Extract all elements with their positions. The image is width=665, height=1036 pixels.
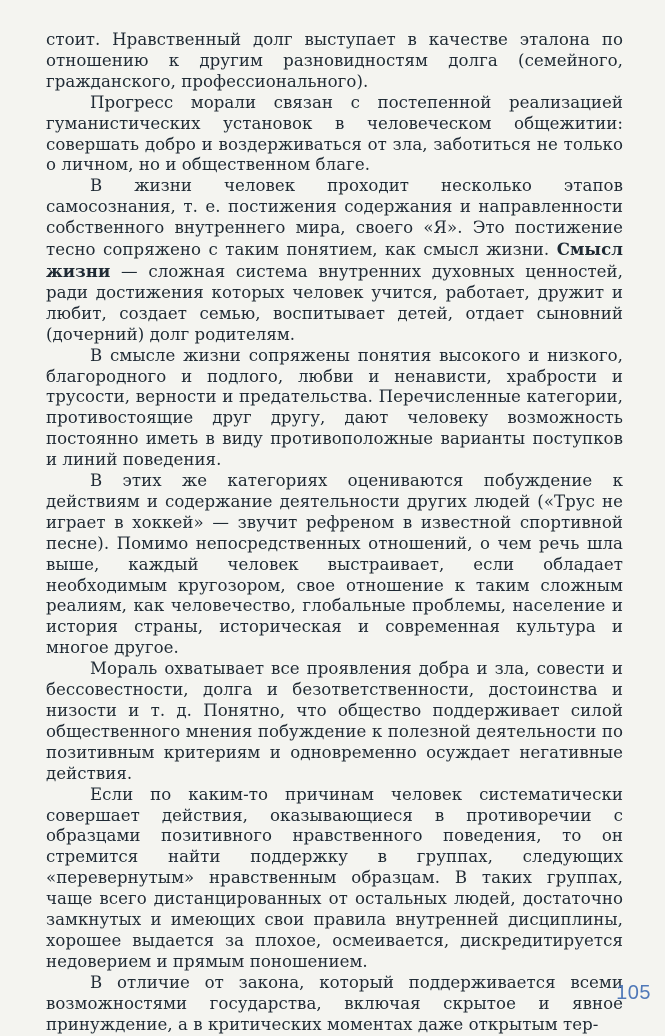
paragraph-inverted-groups: Если по каким-то причинам человек систематически совершает действия, оказывающиеся в противоречии с образцами позитивного нравственного поведения, то он стремится найти поддержку в группах, следующих «перевернутым» нравственным образцам. В таких группах, чаще всего дистанцированных от остальных людей, достаточно замкнутых и имеющих свои правила внутренней дисциплины, хорошее выдается за плохое, осмеивается, дискредитируется недоверием и прямым поношением. xyxy=(46,784,623,971)
paragraph-evaluation: В этих же категориях оцениваются побуждение к действиям и содержание деятельности других людей («Трус не играет в хоккей» — звучит рефреном в известной спортивной песне). Помимо непосредственных отношений, о чем речь шла выше, каждый человек выстраивает, если обладает необходимым кругозором, свое отношение к таким сложным реалиям, как человечество, глобальные проблемы, население и история страны, историческая и современная культура и многое другое. xyxy=(46,471,623,658)
paragraph-meaning-of-life xyxy=(46,176,623,345)
paragraph-law-comparison: В отличие от закона, который поддерживается всеми возможностями государства, включая скрытое и явное принуждение, а в критических моментах даже открытым тер- xyxy=(46,972,623,1034)
meaning-of-life-definition: — сложная система внутренних духовных ценностей, ради достижения которых человек учится, работает, дружит и любит, создает семью, воспитывает детей, отдает сыновний (дочерний) долг родителям. xyxy=(46,261,623,344)
paragraph-moral-progress: Прогресс морали связан с постепенной реализацией гуманистических установок в человеческом общежитии: совершать добро и воздерживаться от зла, заботиться не только о личном, но и общественном благе. xyxy=(46,92,623,175)
paragraph-morality-scope: Мораль охватывает все проявления добра и зла, совести и бессовестности, долга и безответственности, достоинства и низости и т. д. Понятно, что общество поддерживает силой общественного мнения побуждение к полезной деятельности по позитивным критериям и одновременно осуждает негативные действия. xyxy=(46,659,623,783)
paragraph-opposite-categories: В смысле жизни сопряжены понятия высокого и низкого, благородного и подлого, любви и ненависти, храбрости и трусости, верности и предательства. Перечисленные категории, противостоящие друг другу, дают человеку возможность постоянно иметь в виду противоположные варианты поступков и линий поведения. xyxy=(46,345,623,470)
self-awareness-text: В жизни человек проходит несколько этапов самосознания, т. е. постижения содержания и направленности собственного внутреннего мира, своего «Я». Это постижение тесно сопряжено с таким понятием, как смысл жизни. xyxy=(46,176,623,260)
page-body xyxy=(46,30,623,1036)
term-meaning-of-life: Смысл жизни xyxy=(46,239,623,281)
page-number: 105 xyxy=(616,982,651,1004)
paragraph-duty: стоит. Нравственный долг выступает в качестве эталона по отношению к другим разновидностям долга (семейного, гражданского, профессионального). xyxy=(46,30,623,91)
